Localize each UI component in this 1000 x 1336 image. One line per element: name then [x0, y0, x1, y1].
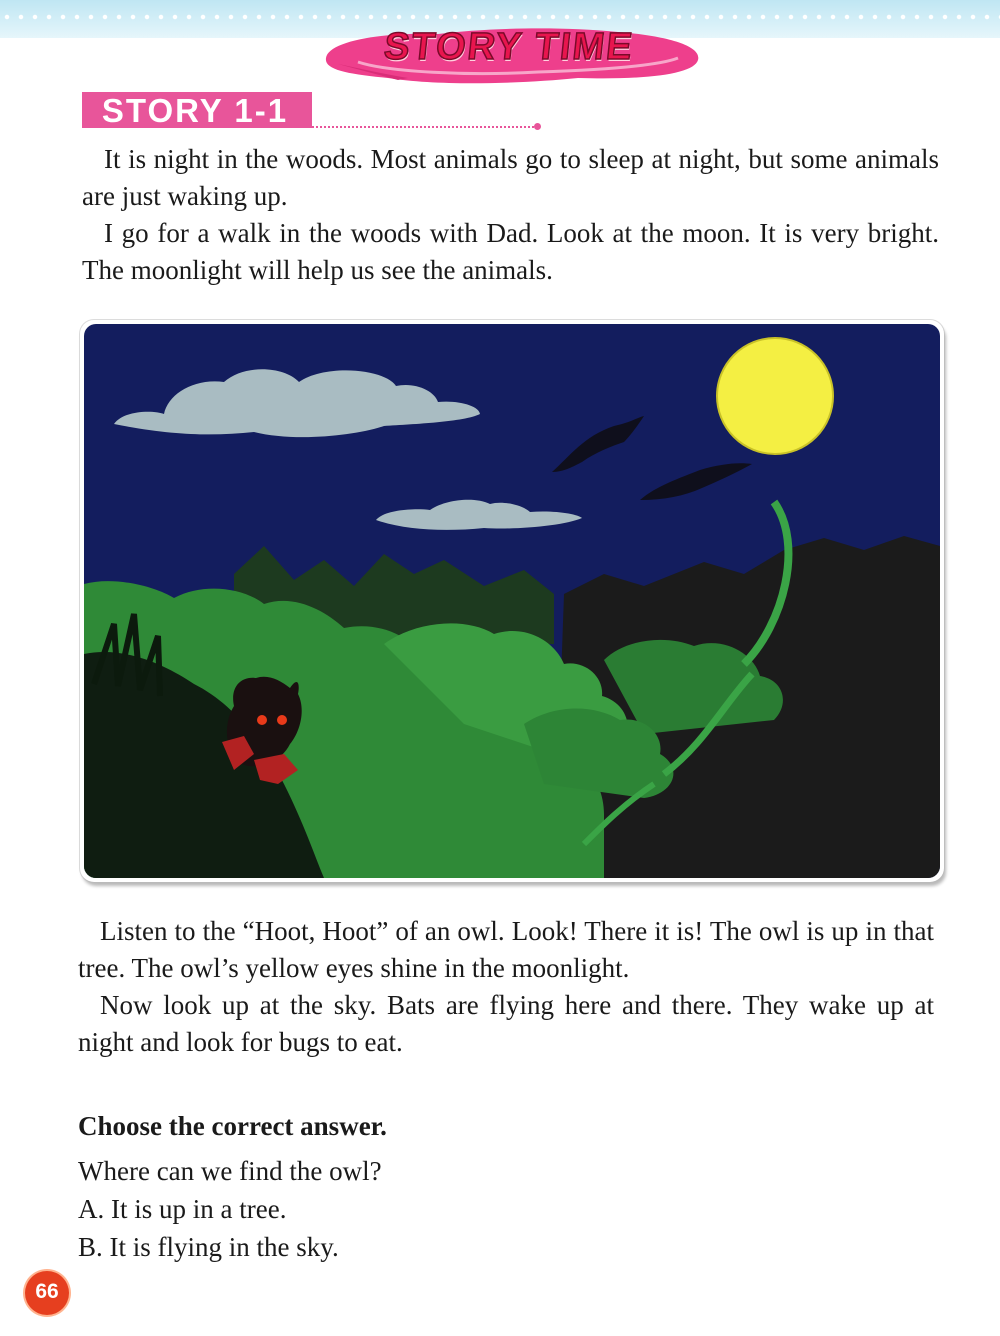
story-rule-end-dot	[534, 123, 541, 130]
moon-icon	[717, 338, 833, 454]
story-label-text: STORY 1-1	[101, 92, 289, 129]
story-illustration-frame	[80, 320, 944, 882]
exercise-heading: Choose the correct answer.	[78, 1111, 387, 1141]
owl-icon	[222, 677, 302, 784]
story-paragraph-2: I go for a walk in the woods with Dad. Look at the moon. It is very bright. The moonlight will help us see the animals.	[82, 218, 939, 285]
story-time-banner	[318, 18, 700, 86]
story-paragraph-1: It is night in the woods. Most animals go to sleep at night, but some animals are just waking up.	[82, 144, 939, 211]
night-woods-illustration	[84, 324, 940, 878]
story-paragraph-4: Now look up at the sky. Bats are flying here and there. They wake up at night and look for bugs to eat.	[78, 990, 934, 1057]
banner-title: STORY TIME	[382, 26, 636, 68]
page-number: 66	[35, 1280, 59, 1303]
page-number-badge	[25, 1271, 69, 1315]
story-paragraph-3: Listen to the “Hoot, Hoot” of an owl. Look! There it is! The owl is up in that tree. The owl’s yellow eyes shine in the moonlight.	[78, 916, 934, 983]
story-dotted-rule	[312, 126, 538, 128]
answer-option-b[interactable]: B. It is flying in the sky.	[78, 1232, 339, 1262]
exercise-question: Where can we find the owl?	[78, 1156, 382, 1186]
answer-option-a[interactable]: A. It is up in a tree.	[78, 1194, 287, 1224]
story-number-label	[82, 92, 312, 128]
